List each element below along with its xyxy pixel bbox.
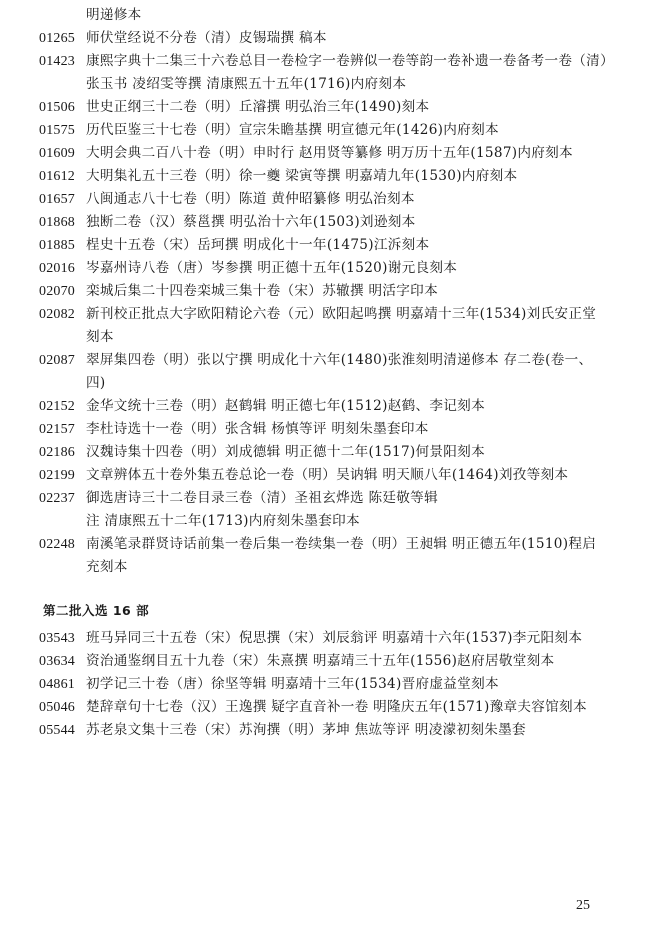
entry-text: 初学记三十卷（唐）徐坚等辑 明嘉靖十三年(1534)晋府虚益堂刻本 [86, 676, 499, 692]
entry-number: 02082 [39, 307, 75, 322]
entry-number: 01885 [39, 238, 75, 253]
catalog-entry [39, 303, 609, 349]
entry-text: 八闽通志八十七卷（明）陈道 黄仲昭纂修 明弘治刻本 [86, 191, 415, 207]
entry-number: 01609 [39, 146, 75, 161]
catalog-entry [39, 280, 609, 303]
catalog-entry [39, 50, 609, 96]
catalog-entries [39, 4, 609, 742]
catalog-entry [39, 234, 609, 257]
catalog-entry [39, 650, 609, 673]
catalog-entry [39, 464, 609, 487]
entry-text: 文章辨体五十卷外集五卷总论一卷（明）吴讷辑 明天顺八年(1464)刘孜等刻本 [86, 467, 569, 483]
catalog-entry [39, 673, 609, 696]
entry-text: 楚辞章句十七卷（汉）王逸撰 疑字直音补一卷 明隆庆五年(1571)豫章夫容馆刻本 [86, 699, 587, 715]
entry-text: 师伏堂经说不分卷（清）皮锡瑞撰 稿本 [86, 30, 327, 46]
entry-number: 02152 [39, 399, 75, 414]
entry-text: 翠屏集四卷（明）张以宁撰 明成化十六年(1480)张淮刻明清递修本 存二卷(卷一、四) [86, 352, 593, 391]
catalog-entry [39, 119, 609, 142]
entry-number: 05544 [39, 723, 75, 738]
entry-number: 02248 [39, 537, 75, 552]
catalog-entry [39, 510, 609, 533]
entry-number: 05046 [39, 700, 75, 715]
entry-text: 康熙字典十二集三十六卷总目一卷检字一卷辨似一卷等韵一卷补遗一卷备考一卷（清）张玉书 凌绍雯等撰 清康熙五十五年(1716)内府刻本 [86, 53, 608, 92]
entry-number [39, 510, 86, 533]
entry-text: 桯史十五卷（宋）岳珂撰 明成化十一年(1475)江泝刻本 [86, 237, 430, 253]
entry-number: 01657 [39, 192, 75, 207]
entry-number: 01506 [39, 100, 75, 115]
catalog-entry [39, 27, 609, 50]
entry-number: 01575 [39, 123, 75, 138]
entry-text: 历代臣鉴三十七卷（明）宣宗朱瞻基撰 明宣德元年(1426)内府刻本 [86, 122, 499, 138]
catalog-entry [39, 257, 609, 280]
catalog-entry [39, 395, 609, 418]
continuation-text: 明递修本 [86, 7, 142, 23]
batch2-list [39, 627, 609, 742]
catalog-entry [39, 533, 609, 579]
entry-text: 金华文统十三卷（明）赵鹤辑 明正德七年(1512)赵鹤、李记刻本 [86, 398, 485, 414]
entry-number: 01423 [39, 54, 75, 69]
catalog-entry [39, 487, 609, 510]
entry-number: 02157 [39, 422, 75, 437]
entry-text: 大明集礼五十三卷（明）徐一夔 梁寅等撰 明嘉靖九年(1530)内府刻本 [86, 168, 518, 184]
entry-text: 班马异同三十五卷（宋）倪思撰（宋）刘辰翁评 明嘉靖十六年(1537)李元阳刻本 [86, 630, 583, 646]
catalog-entry [39, 96, 609, 119]
catalog-entry [39, 441, 609, 464]
page-number: 25 [576, 898, 590, 913]
entry-text: 御选唐诗三十二卷目录三卷（清）圣祖玄烨选 陈廷敬等辑 [86, 490, 438, 506]
section-title: 第二批入选 16 部 [43, 603, 150, 618]
entry-number: 03634 [39, 654, 75, 669]
continuation-line [39, 4, 609, 27]
entry-text: 李杜诗选十一卷（明）张含辑 杨慎等评 明刻朱墨套印本 [86, 421, 429, 437]
entry-text: 岑嘉州诗八卷（唐）岑参撰 明正德十五年(1520)谢元良刻本 [86, 260, 458, 276]
catalog-entry [39, 211, 609, 234]
entry-number: 03543 [39, 631, 75, 646]
catalog-entry [39, 696, 609, 719]
entry-number: 01612 [39, 169, 75, 184]
entry-number: 02070 [39, 284, 75, 299]
entry-number: 04861 [39, 677, 75, 692]
catalog-entry [39, 418, 609, 441]
entry-number: 02199 [39, 468, 75, 483]
entry-text: 南溪笔录群贤诗话前集一卷后集一卷续集一卷（明）王昶辑 明正德五年(1510)程启充刻本 [86, 536, 597, 575]
entry-text: 苏老泉文集十三卷（宋）苏洵撰（明）茅坤 焦竑等评 明凌濛初刻朱墨套 [86, 722, 526, 738]
entry-text: 资治通鉴纲目五十九卷（宋）朱熹撰 明嘉靖三十五年(1556)赵府居敬堂刻本 [86, 653, 555, 669]
catalog-entry [39, 349, 609, 395]
catalog-entry [39, 188, 609, 211]
entry-text: 世史正纲三十二卷（明）丘濬撰 明弘治三年(1490)刻本 [86, 99, 430, 115]
catalog-entry [39, 142, 609, 165]
entry-text: 独断二卷（汉）蔡邕撰 明弘治十六年(1503)刘逊刻本 [86, 214, 416, 230]
entry-number: 02016 [39, 261, 75, 276]
entry-text: 大明会典二百八十卷（明）申时行 赵用贤等纂修 明万历十五年(1587)内府刻本 [86, 145, 573, 161]
entry-number: 02087 [39, 353, 75, 368]
entry-number: 01265 [39, 31, 75, 46]
entry-number: 02186 [39, 445, 75, 460]
batch1-list [39, 27, 609, 579]
entry-text: 汉魏诗集十四卷（明）刘成德辑 明正德十二年(1517)何景阳刻本 [86, 444, 485, 460]
entry-number: 01868 [39, 215, 75, 230]
entry-text: 新刊校正批点大字欧阳精论六卷（元）欧阳起鸣撰 明嘉靖十三年(1534)刘氏安正堂刻本 [86, 306, 597, 345]
entry-number: 02237 [39, 491, 75, 506]
entry-text: 栾城后集二十四卷栾城三集十卷（宋）苏辙撰 明活字印本 [86, 283, 438, 299]
catalog-entry [39, 165, 609, 188]
entry-text: 注 清康熙五十二年(1713)内府刻朱墨套印本 [86, 513, 360, 529]
catalog-entry [39, 627, 609, 650]
catalog-entry [39, 719, 609, 742]
